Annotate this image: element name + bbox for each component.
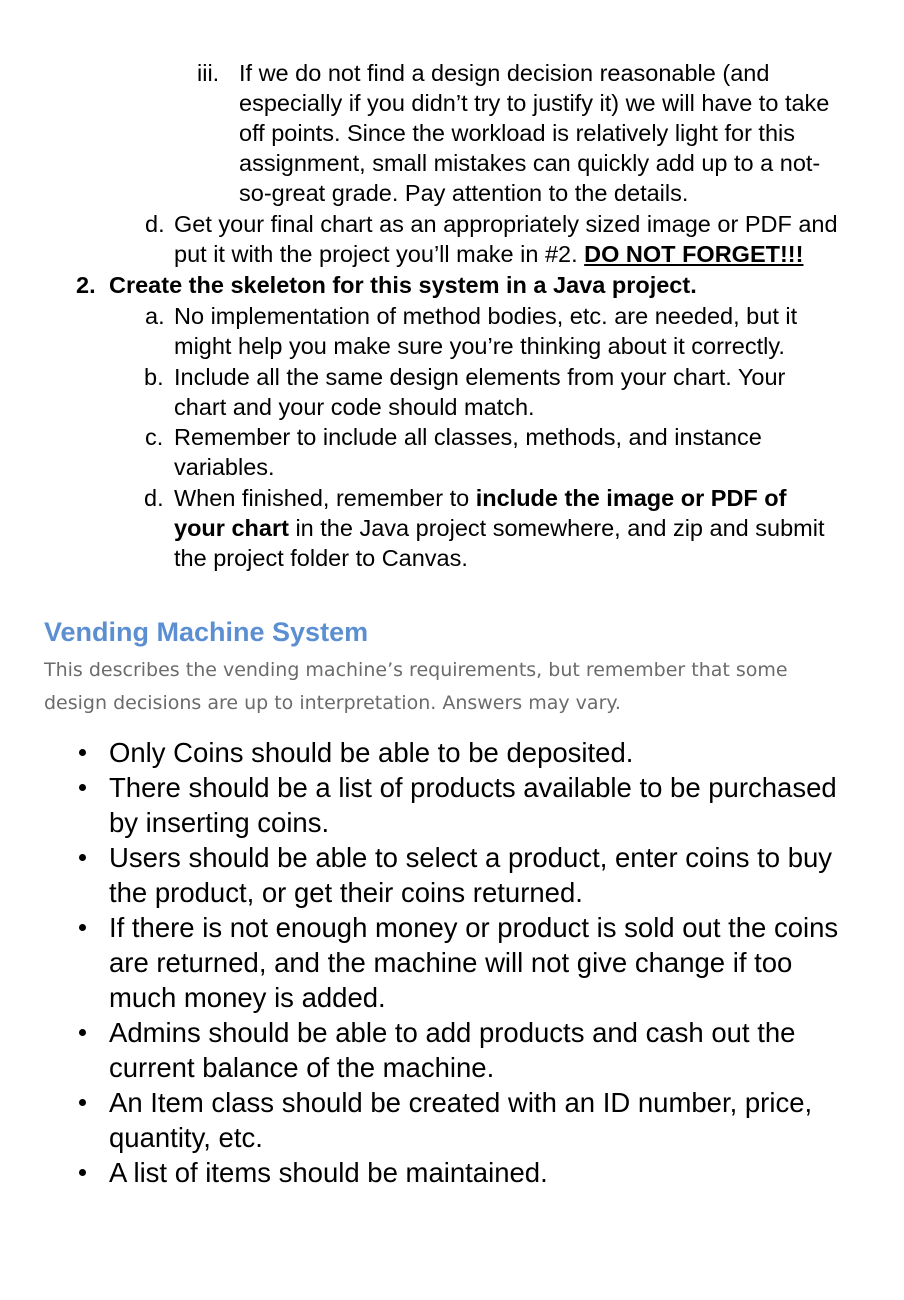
- item-2d-emphasis: include the image or PDF of: [475, 485, 787, 511]
- bullet-dot: [79, 1169, 86, 1176]
- list-marker-iii: iii.: [197, 60, 220, 86]
- bullet-7-line-1: A list of items should be maintained.: [109, 1157, 548, 1188]
- item-iii-line-4: assignment, small mistakes can quickly add up to a not-: [239, 150, 821, 176]
- do-not-forget-emphasis: DO NOT FORGET!!!: [584, 241, 804, 267]
- bullet-dot: [79, 924, 86, 931]
- bullet-2-line-1: There should be a list of products available to be purchased: [109, 772, 837, 803]
- item-2b-line-2: chart and your code should match.: [174, 394, 535, 420]
- list-marker-2: 2.: [76, 272, 96, 298]
- item-2d-emphasis-cont: your chart: [174, 515, 289, 541]
- item-2c-line-2: variables.: [174, 454, 275, 480]
- step-2-heading: Create the skeleton for this system in a Java project.: [109, 272, 697, 298]
- bullet-6-line-2: quantity, etc.: [109, 1122, 263, 1153]
- bullet-dot: [79, 854, 86, 861]
- item-2d-line-1: [174, 483, 786, 513]
- bullet-3-line-1: Users should be able to select a product, enter coins to buy: [109, 842, 833, 873]
- item-2a-line-1: No implementation of method bodies, etc. are needed, but it: [174, 303, 798, 329]
- item-2d-line-2: [174, 513, 825, 543]
- list-marker-2c: c.: [145, 424, 164, 450]
- section-heading: Vending Machine System: [44, 617, 369, 647]
- section-intro-line-1: This describes the vending machine’s requirements, but remember that some: [44, 659, 788, 681]
- item-1d-line-2: [174, 239, 803, 269]
- item-iii-line-5: so-great grade. Pay attention to the details.: [239, 180, 689, 206]
- item-2c-line-1: Remember to include all classes, methods, and instance: [174, 424, 762, 450]
- bullet-4-line-3: much money is added.: [109, 982, 386, 1013]
- item-2d-text: When finished, remember to: [174, 485, 476, 511]
- item-2d-line-3: the project folder to Canvas.: [174, 545, 468, 571]
- list-marker-2b: b.: [144, 364, 164, 390]
- section-intro-line-2: design decisions are up to interpretation. Answers may vary.: [44, 692, 621, 714]
- bullet-4-line-1: If there is not enough money or product is sold out the coins: [109, 912, 839, 943]
- bullet-5-line-1: Admins should be able to add products and cash out the: [109, 1017, 796, 1048]
- bullet-5-line-2: current balance of the machine.: [109, 1052, 495, 1083]
- bullet-4-line-2: are returned, and the machine will not give change if too: [109, 947, 793, 978]
- bullet-2-line-2: by inserting coins.: [109, 807, 330, 838]
- item-1d-line-1: Get your final chart as an appropriately sized image or PDF and: [174, 211, 838, 237]
- item-1d-text: put it with the project you’ll make in #2.: [174, 241, 585, 267]
- bullet-3-line-2: the product, or get their coins returned.: [109, 877, 583, 908]
- bullet-6-line-1: An Item class should be created with an ID number, price,: [109, 1087, 813, 1118]
- item-2a-line-2: might help you make sure you’re thinking about it correctly.: [174, 333, 785, 359]
- list-marker-2a: a.: [145, 303, 165, 329]
- item-iii-line-2: especially if you didn’t try to justify it) we will have to take: [239, 90, 830, 116]
- list-marker-2d: d.: [144, 485, 164, 511]
- item-iii-line-1: If we do not find a design decision reasonable (and: [239, 60, 770, 86]
- item-2b-line-1: Include all the same design elements from your chart. Your: [174, 364, 786, 390]
- list-marker-1d: d.: [145, 211, 165, 237]
- bullet-dot: [79, 784, 86, 791]
- bullet-dot: [79, 1099, 86, 1106]
- bullet-dot: [79, 1029, 86, 1036]
- item-iii-line-3: off points. Since the workload is relatively light for this: [239, 120, 796, 146]
- item-2d-text-cont: in the Java project somewhere, and zip and submit: [288, 515, 825, 541]
- bullet-1-line-1: Only Coins should be able to be deposited.: [109, 737, 634, 768]
- bullet-dot: [79, 749, 86, 756]
